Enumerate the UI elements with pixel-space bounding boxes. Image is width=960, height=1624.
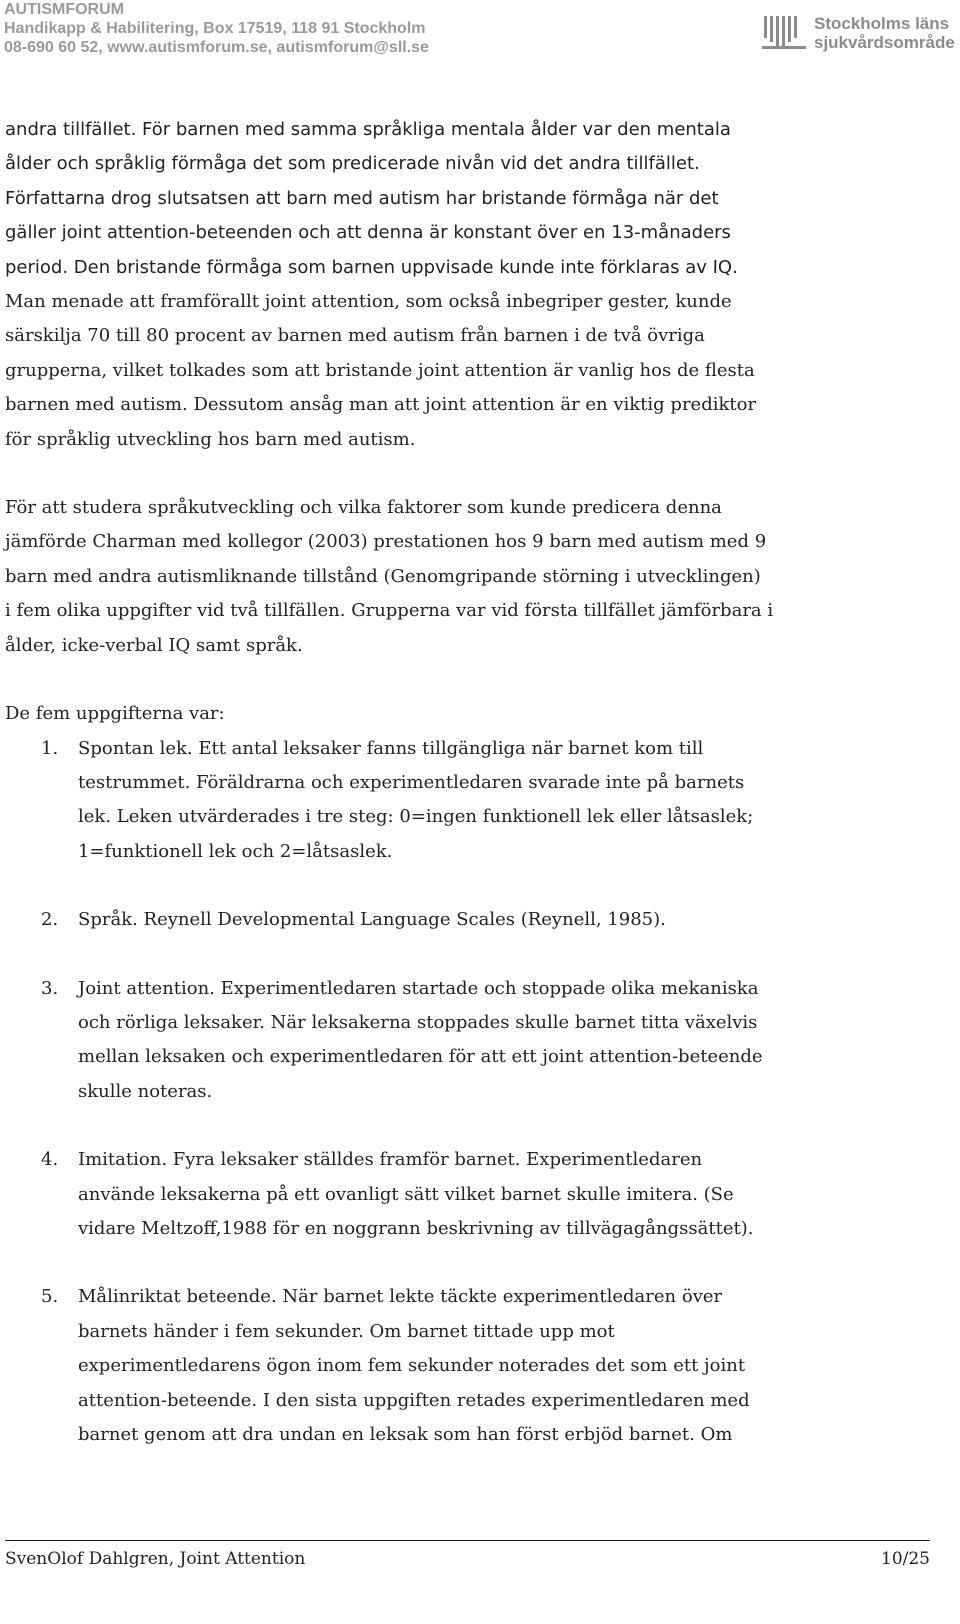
list-item bbox=[5, 732, 955, 870]
org-name: AUTISMFORUM bbox=[4, 1, 124, 18]
list-number: 3. bbox=[41, 977, 59, 999]
paragraph-1 bbox=[5, 113, 955, 457]
page-number: 10/25 bbox=[881, 1549, 930, 1569]
text-line: lek. Leken utvärderades i tre steg: 0=ingen funktionell lek eller låtsaslek; bbox=[78, 806, 754, 828]
text-line: gäller joint attention-beteenden och att denna är konstant över en 13-månaders bbox=[5, 222, 731, 244]
text-line: Författarna drog slutsatsen att barn med autism har bristande förmåga när det bbox=[5, 187, 719, 209]
text-line: Joint attention. Experimentledaren startade och stoppade olika mekaniska bbox=[78, 977, 759, 999]
sll-logo-icon bbox=[762, 14, 808, 52]
text-line: Imitation. Fyra leksaker ställdes framför barnet. Experimentledaren bbox=[78, 1149, 703, 1171]
paragraph-2 bbox=[5, 491, 955, 663]
list-spacer bbox=[5, 1246, 955, 1280]
list-item bbox=[5, 972, 955, 1110]
list-spacer bbox=[5, 1109, 955, 1143]
text-line: ålder, icke-verbal IQ samt språk. bbox=[5, 634, 303, 656]
org-contact: 08-690 60 52, www.autismforum.se, autismforum@sll.se bbox=[4, 39, 429, 56]
list-item bbox=[5, 1143, 955, 1246]
list-number: 1. bbox=[41, 737, 59, 759]
text-line: Man menade att framförallt joint attention, som också inbegriper gester, kunde bbox=[5, 291, 732, 313]
org-address-block bbox=[4, 0, 429, 57]
text-line: period. Den bristande förmåga som barnen uppvisade kunde inte förklaras av IQ. bbox=[5, 256, 738, 278]
text-line: jämförde Charman med kollegor (2003) prestationen hos 9 barn med autism med 9 bbox=[5, 531, 767, 553]
logo-text bbox=[814, 14, 955, 52]
task-list bbox=[5, 732, 955, 1453]
logo-line-2: sjukvårdsområde bbox=[814, 33, 955, 52]
text-line: vidare Meltzoff,1988 för en noggrann beskrivning av tillvägagångssättet). bbox=[78, 1217, 754, 1239]
text-line: attention-beteende. I den sista uppgiften retades experimentledaren med bbox=[78, 1389, 750, 1411]
page-footer bbox=[5, 1540, 930, 1569]
text-line: barnen med autism. Dessutom ansåg man att joint attention är en viktig prediktor bbox=[5, 394, 757, 416]
org-address: Handikapp & Habilitering, Box 17519, 118 91 Stockholm bbox=[4, 20, 426, 37]
text-line: ålder och språklig förmåga det som predicerade nivån vid det andra tillfället. bbox=[5, 153, 700, 175]
text-line: använde leksakerna på ett ovanligt sätt vilket barnet skulle imitera. (Se bbox=[78, 1183, 734, 1205]
text-line: Spontan lek. Ett antal leksaker fanns tillgängliga när barnet kom till bbox=[78, 737, 704, 759]
text-line: skulle noteras. bbox=[78, 1080, 213, 1102]
text-line: 1=funktionell lek och 2=låtsaslek. bbox=[78, 840, 393, 862]
text-line: barnet genom att dra undan en leksak som han först erbjöd barnet. Om bbox=[78, 1424, 733, 1445]
text-line: testrummet. Föräldrarna och experimentledaren svarade inte på barnets bbox=[78, 771, 745, 793]
text-line: mellan leksaken och experimentledaren för att ett joint attention-beteende bbox=[78, 1046, 763, 1068]
document-body bbox=[5, 113, 955, 1452]
list-item bbox=[5, 903, 955, 937]
text-line: För att studera språkutveckling och vilka faktorer som kunde predicera denna bbox=[5, 497, 722, 519]
text-line: Språk. Reynell Developmental Language Scales (Reynell, 1985). bbox=[78, 909, 666, 931]
sll-logo bbox=[762, 14, 954, 54]
text-line: för språklig utveckling hos barn med autism. bbox=[5, 428, 416, 450]
list-number: 4. bbox=[41, 1149, 59, 1171]
text-line: särskilja 70 till 80 procent av barnen med autism från barnen i de två övriga bbox=[5, 325, 705, 347]
text-line: barn med andra autismliknande tillstånd (Genomgripande störning i utvecklingen) bbox=[5, 565, 761, 587]
list-spacer bbox=[5, 869, 955, 903]
list-intro: De fem uppgifterna var: bbox=[5, 703, 225, 725]
page-header bbox=[0, 0, 960, 58]
footer-author-title: SvenOlof Dahlgren, Joint Attention bbox=[5, 1549, 306, 1569]
list-spacer bbox=[5, 938, 955, 972]
text-line: experimentledarens ögon inom fem sekunder noterades det som ett joint bbox=[78, 1355, 746, 1377]
text-line: och rörliga leksaker. När leksakerna stoppades skulle barnet titta växelvis bbox=[78, 1011, 758, 1033]
logo-line-1: Stockholms läns bbox=[814, 14, 950, 33]
list-number: 2. bbox=[41, 909, 59, 931]
list-number: 5. bbox=[41, 1286, 59, 1308]
text-line: barnets händer i fem sekunder. Om barnet tittade upp mot bbox=[78, 1320, 615, 1342]
text-line: i fem olika uppgifter vid två tillfällen. Grupperna var vid första tillfället jämförbara i bbox=[5, 600, 774, 622]
text-line: Målinriktat beteende. När barnet lekte täckte experimentledaren över bbox=[78, 1286, 723, 1308]
text-line: andra tillfället. För barnen med samma språkliga mentala ålder var den mentala bbox=[5, 119, 731, 140]
list-item bbox=[5, 1280, 955, 1452]
text-line: grupperna, vilket tolkades som att bristande joint attention är vanlig hos de flesta bbox=[5, 359, 755, 381]
